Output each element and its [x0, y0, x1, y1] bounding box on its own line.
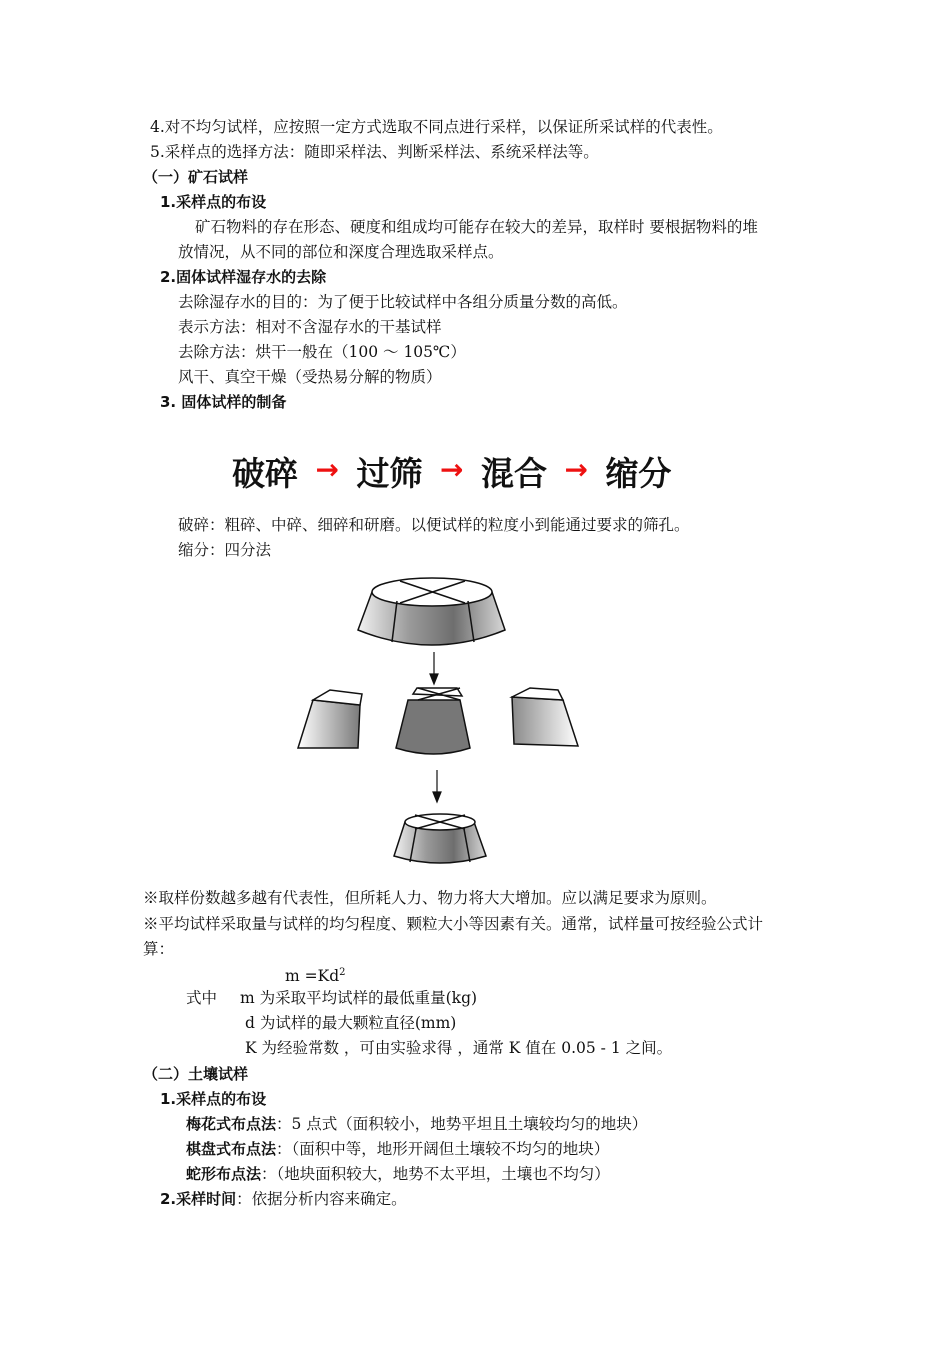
method-desc: ：（地块面积较大，地势不太平坦，土壤也不均匀） [261, 1165, 610, 1183]
text-line: 5.采样点的选择方法：随即采样法、判断采样法、系统采样法等。 [150, 143, 599, 161]
method-desc: ：（面积中等，地形开阔但土壤较不均匀的地块） [276, 1140, 610, 1158]
text-line: 放情况，从不同的部位和深度合理选取采样点。 [178, 243, 504, 261]
text-line: 去除湿存水的目的：为了便于比较试样中各组分质量分数的高低。 [178, 293, 628, 311]
sample-quarter-right [512, 688, 578, 746]
method-name: 棋盘式布点法 [186, 1140, 277, 1158]
flow-step: 缩分 [605, 454, 672, 493]
sample-half-middle [396, 688, 470, 754]
method-name: 蛇形布点法 [186, 1165, 262, 1183]
method-desc: ：5 点式（面积较小，地势平坦且土壤较均匀的地块） [276, 1115, 648, 1133]
flow-step: 破碎 [232, 454, 298, 493]
text-line: 缩分：四分法 [178, 541, 272, 559]
method-name: 梅花式布点法 [186, 1115, 277, 1133]
text-line: 破碎：粗碎、中碎、细碎和研磨。以便试样的粒度小到能通过要求的筛孔。 [178, 516, 690, 534]
sub-heading: 2.固体试样湿存水的去除 [160, 268, 327, 286]
sample-cone-top [358, 578, 505, 645]
sub-heading: 1.采样点的布设 [160, 193, 267, 211]
method-line [186, 1139, 609, 1159]
note-line: ※取样份数越多越有代表性，但所耗人力、物力将大大增加。应以满足要求为原则。 [143, 889, 717, 907]
where-label: 式中 [186, 989, 218, 1007]
method-line [186, 1114, 647, 1134]
where-line: m 为采取平均试样的最低重量(kg) [240, 989, 478, 1007]
section-heading: （二）土壤试样 [143, 1065, 249, 1083]
arrow-right-icon: → [315, 453, 339, 486]
formula-exponent: 2 [339, 967, 346, 978]
arrow-right-icon: → [564, 453, 588, 486]
formula [285, 963, 346, 986]
sample-cone-bottom [394, 814, 486, 863]
sub-heading-text: ：依据分析内容来确定。 [236, 1190, 407, 1208]
text-line: 去除方法：烘干一般在（100 ～ 105℃） [178, 343, 466, 361]
note-line: 算： [143, 940, 175, 958]
sample-quarter-left [298, 690, 362, 748]
text-line: 表示方法：相对不含湿存水的干基试样 [178, 318, 442, 336]
text-line: 4.对不均匀试样，应按照一定方式选取不同点进行采样，以保证所采试样的代表性。 [150, 118, 723, 136]
arrow-right-icon: → [439, 453, 464, 486]
sub-heading [160, 1189, 407, 1209]
sub-heading-label: 2.采样时间 [160, 1190, 237, 1208]
preparation-flow [232, 448, 671, 496]
flow-step: 过筛 [356, 454, 423, 493]
note-line: ※平均试样采取量与试样的均匀程度、颗粒大小等因素有关。通常，试样量可按经验公式计 [143, 915, 764, 933]
text-line: 风干、真空干燥（受热易分解的物质） [178, 368, 442, 386]
formula-text: m =Kd [285, 967, 340, 986]
sub-heading: 1.采样点的布设 [160, 1090, 267, 1108]
flow-step: 混合 [480, 454, 547, 493]
section-heading: （一）矿石试样 [143, 168, 249, 186]
text-line: 矿石物料的存在形态、硬度和组成均可能存在较大的差异，取样时 要根据物料的堆 [195, 218, 758, 236]
where-line: d 为试样的最大颗粒直径(mm) [245, 1014, 457, 1032]
sub-heading: 3. 固体试样的制备 [160, 393, 287, 411]
method-line [186, 1164, 610, 1184]
where-line: K 为经验常数 ，可由实验求得 ，通常 K 值在 0.05 - 1 之间。 [245, 1039, 673, 1057]
